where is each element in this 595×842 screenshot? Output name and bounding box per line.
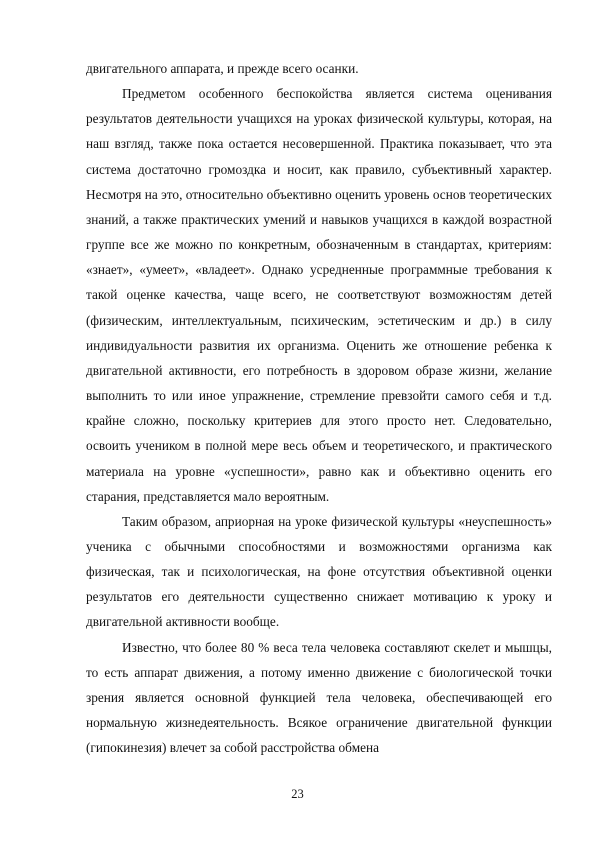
paragraph: Известно, что более 80 % веса тела человека составляют скелет и мышцы, то есть аппарат движения, а потому именно движение с биологической точки зрения является основной функцией тела человека, обеспечивающей его нормальную жизнедеятельность. Всякое ограничение двигательной функции (гипокинезия) влечет за собой расстройства обмена	[86, 639, 552, 756]
paragraph-continuation: двигательного аппарата, и прежде всего осанки.	[86, 61, 359, 76]
page-number: 23	[291, 787, 304, 801]
body-text	[86, 56, 552, 760]
paragraph: Таким образом, априорная на уроке физической культуры «неуспешность» ученика с обычными способностями и возможностями организма как физическая, так и психологическая, на фоне отсутствия объективной оценки результатов его деятельности существенно снижает мотивацию к уроку и двигательной активности вообще.	[86, 513, 552, 630]
paragraph: Предметом особенного беспокойства является система оценивания результатов деятельности учащихся на уроках физической культуры, которая, на наш взгляд, также пока остается несовершенной. Практика показывает, что эта система достаточно громоздка и носит, как правило, субъективный характер. Несмотря на это, относительно объективно оценить уровень основ теоретических знаний, а также практических умений и навыков учащихся в каждой возрастной группе все же можно по конкретным, обозначенным в стандартах, критериям: «знает», «умеет», «владеет». Однако усредненные программные требования к такой оценке качества, чаще всего, не соответствуют возможностям детей (физическим, интеллектуальным, психическим, эстетическим и др.) в силу индивидуальности развития их организма. Оценить же отношение ребенка к двигательной активности, его потребность в здоровом образе жизни, желание выполнить то или иное упражнение, стремление превзойти самого себя и т.д. крайне сложно, поскольку критериев для этого просто нет. Следовательно, освоить учеником в полной мере весь объем и теоретического, и практического материала на уровне «успешности», равно как и объективно оценить его старания, представляется мало вероятным.	[86, 86, 552, 504]
